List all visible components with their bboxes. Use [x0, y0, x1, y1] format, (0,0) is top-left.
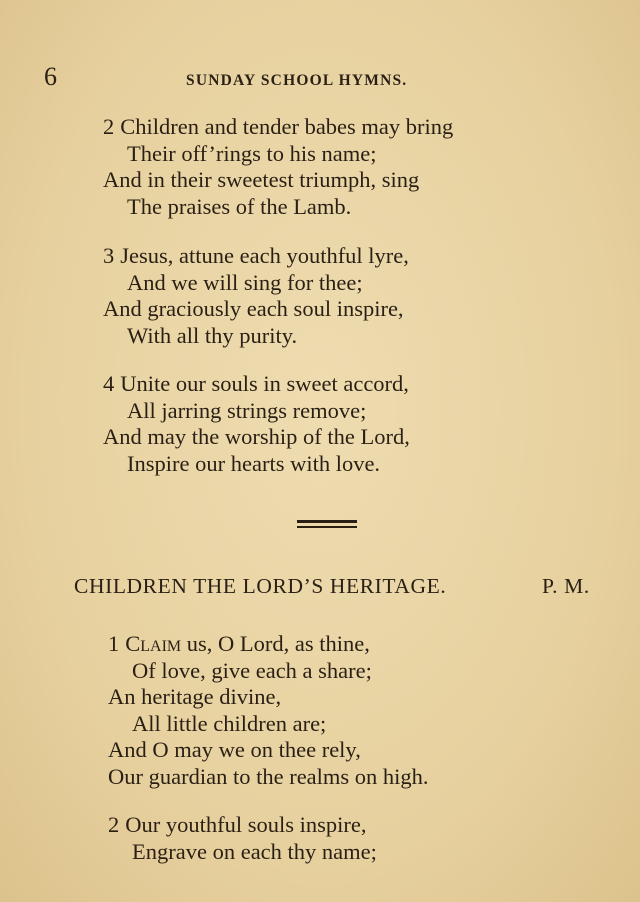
verse-line: And graciously each soul inspire,	[103, 296, 404, 321]
first-word: Claim	[125, 631, 182, 656]
verse-line: Our guardian to the realms on high.	[108, 763, 429, 789]
verse-line: All little children are;	[132, 710, 327, 736]
hymn1-stanza-2	[103, 114, 453, 220]
verse-line: And in their sweetest triumph, sing	[103, 167, 420, 192]
hymn-meter: P. M.	[542, 574, 590, 598]
hymn1-stanza-3	[103, 243, 409, 349]
verse-line: An heritage divine,	[108, 684, 282, 709]
verse-line	[108, 631, 429, 658]
verse-line	[103, 114, 453, 141]
verse-line: Of love, give each a share;	[132, 657, 372, 683]
verse-text: Our youthful souls inspire,	[125, 812, 367, 837]
section-divider	[297, 520, 357, 528]
verse-line: Inspire our hearts with love.	[127, 450, 381, 476]
verse-line: And may the worship of the Lord,	[103, 424, 410, 449]
hymn-title	[74, 574, 600, 599]
stanza-number: 4	[103, 371, 115, 396]
stanza-number: 1	[108, 631, 120, 656]
verse-text: us, O Lord, as thine,	[186, 631, 370, 656]
hymn2-stanza-1	[108, 631, 429, 790]
stanza-number: 3	[103, 243, 115, 268]
verse-line: All jarring strings remove;	[127, 397, 367, 423]
verse-line	[108, 812, 377, 839]
stanza-number: 2	[103, 114, 115, 139]
hymn-title-text: CHILDREN THE LORD’S HERITAGE.	[74, 574, 447, 598]
verse-line: The praises of the Lamb.	[127, 193, 352, 219]
verse-text: Children and tender babes may bring	[120, 114, 454, 139]
page-header	[44, 62, 600, 96]
verse-text: Jesus, attune each youthful lyre,	[120, 243, 409, 268]
running-title: SUNDAY SCHOOL HYMNS.	[186, 72, 408, 89]
hymn2-stanza-2	[108, 812, 377, 865]
verse-line	[103, 243, 409, 270]
page-number: 6	[44, 62, 57, 91]
verse-line: Engrave on each thy name;	[132, 838, 377, 864]
verse-line	[103, 371, 410, 398]
verse-line: And we will sing for thee;	[127, 269, 363, 295]
verse-line: Their off’rings to his name;	[127, 140, 377, 166]
verse-line: With all thy purity.	[127, 322, 298, 348]
verse-line: And O may we on thee rely,	[108, 737, 361, 762]
stanza-number: 2	[108, 812, 120, 837]
hymn1-stanza-4	[103, 371, 410, 477]
verse-text: Unite our souls in sweet accord,	[120, 371, 409, 396]
